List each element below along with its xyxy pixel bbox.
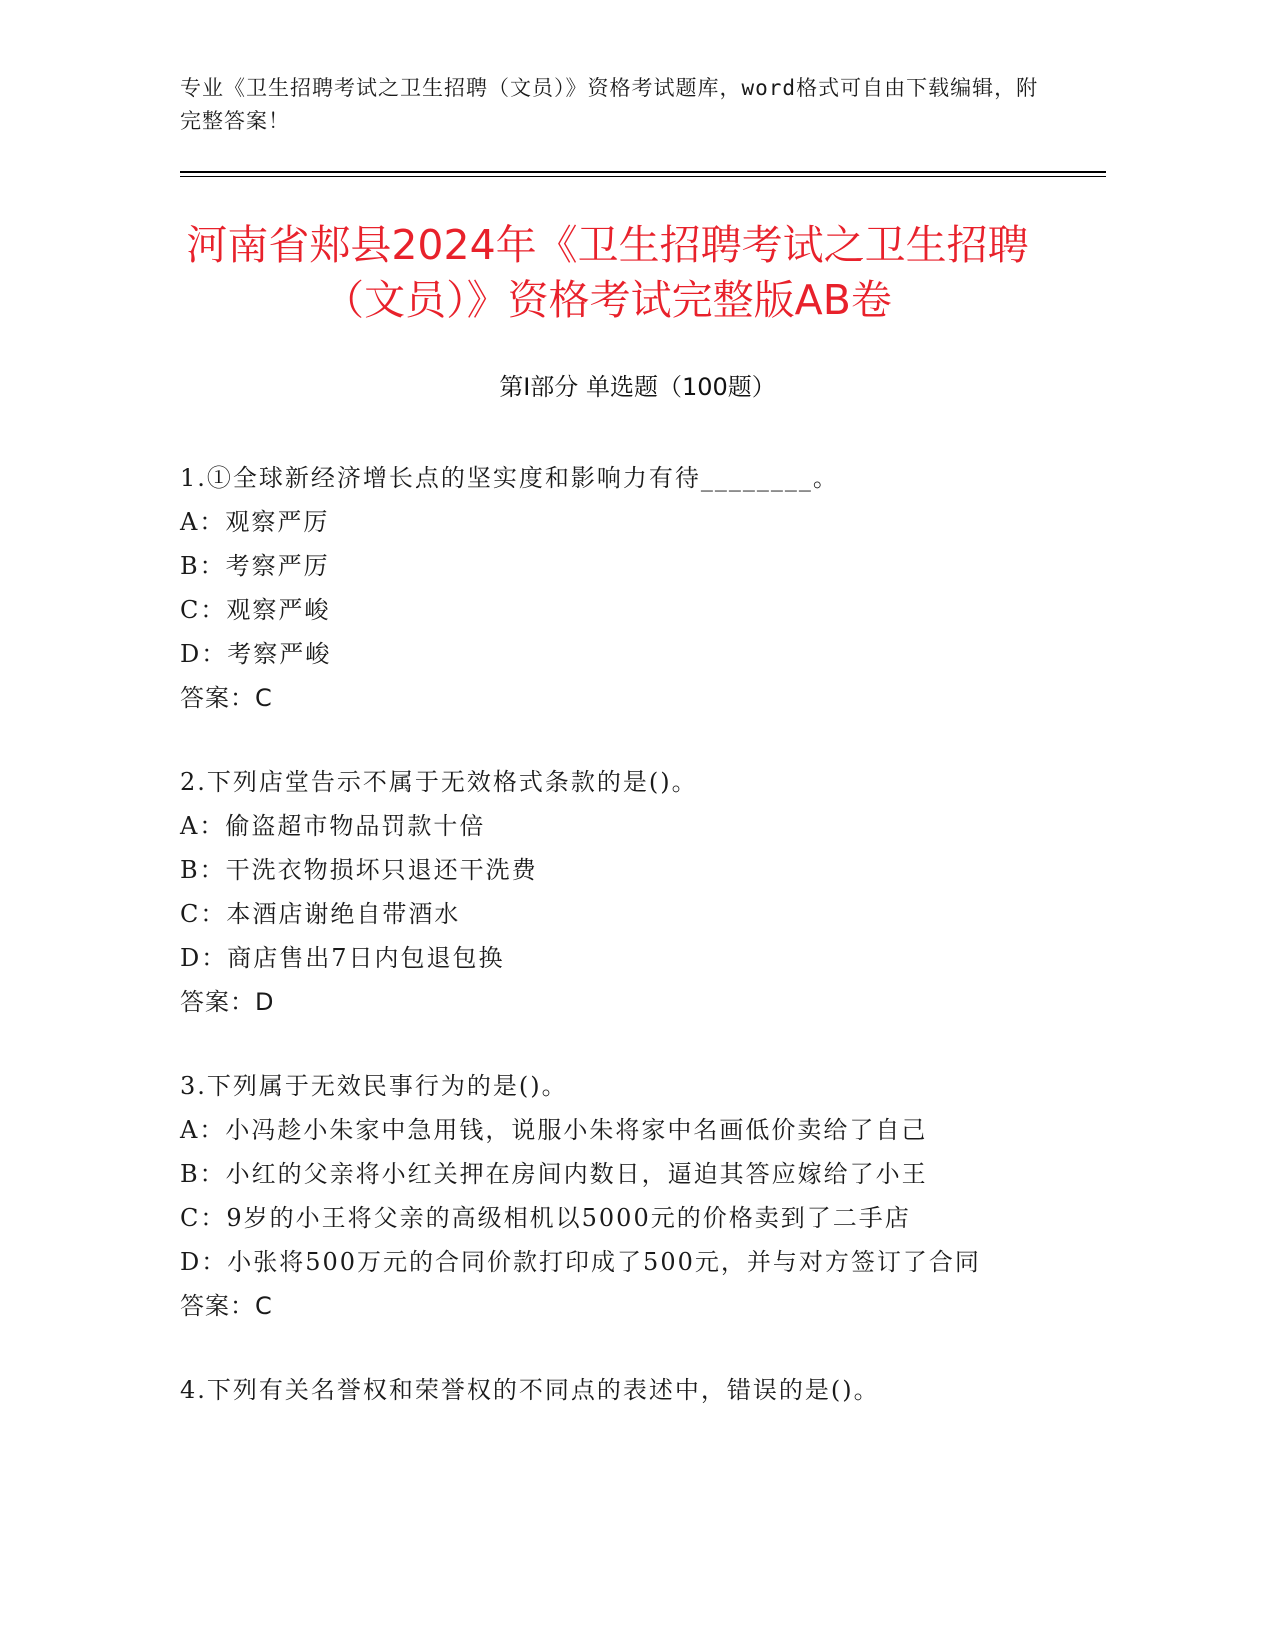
question-stem: 2.下列店堂告示不属于无效格式条款的是()。: [180, 768, 698, 796]
header-rule-thick: [180, 171, 1106, 173]
answer-label: 答案：: [180, 684, 255, 712]
question-stem: 3.下列属于无效民事行为的是()。: [180, 1072, 568, 1100]
question-2: [180, 760, 1060, 1024]
option-a: A：观察严厉: [180, 508, 330, 536]
question-1: [180, 456, 1060, 720]
answer-value: D: [255, 988, 275, 1016]
answer-label: 答案：: [180, 988, 255, 1016]
question-stem: 1.①全球新经济增长点的坚实度和影响力有待________。: [180, 464, 839, 492]
answer-label: 答案：: [180, 1292, 255, 1320]
answer-value: C: [255, 684, 273, 712]
document-title: 河南省郏县2024年《卫生招聘考试之卫生招聘（文员）》资格考试完整版AB卷: [186, 221, 1029, 324]
question-3: [180, 1064, 1060, 1328]
question-list: [180, 456, 1060, 1452]
option-b: B：考察严厉: [180, 552, 330, 580]
answer-line: [180, 1284, 1060, 1328]
answer-line: [180, 676, 1060, 720]
header-note: 专业《卫生招聘考试之卫生招聘（文员）》资格考试题库，word格式可自由下载编辑，附完整答案！: [180, 76, 1039, 133]
option-a: A：小冯趁小朱家中急用钱，说服小朱将家中名画低价卖给了自己: [180, 1116, 928, 1144]
option-b: B：干洗衣物损坏只退还干洗费: [180, 856, 538, 884]
option-a: A：偷盗超市物品罚款十倍: [180, 812, 486, 840]
option-d: D：考察严峻: [180, 640, 332, 668]
option-d: D：商店售出7日内包退包换: [180, 944, 505, 972]
header-rule-thin: [180, 176, 1106, 177]
section-title: 第Ⅰ部分 单选题（100题）: [499, 373, 776, 401]
question-4: [180, 1368, 1060, 1412]
answer-value: C: [255, 1292, 273, 1320]
answer-line: [180, 980, 1060, 1024]
option-d: D：小张将500万元的合同价款打印成了500元，并与对方签订了合同: [180, 1248, 981, 1276]
option-b: B：小红的父亲将小红关押在房间内数日，逼迫其答应嫁给了小王: [180, 1160, 928, 1188]
option-c: C：观察严峻: [180, 596, 331, 624]
question-stem: 4.下列有关名誉权和荣誉权的不同点的表述中，错误的是()。: [180, 1376, 880, 1404]
option-c: C：本酒店谢绝自带酒水: [180, 900, 461, 928]
option-c: C：9岁的小王将父亲的高级相机以5000元的价格卖到了二手店: [180, 1204, 911, 1232]
